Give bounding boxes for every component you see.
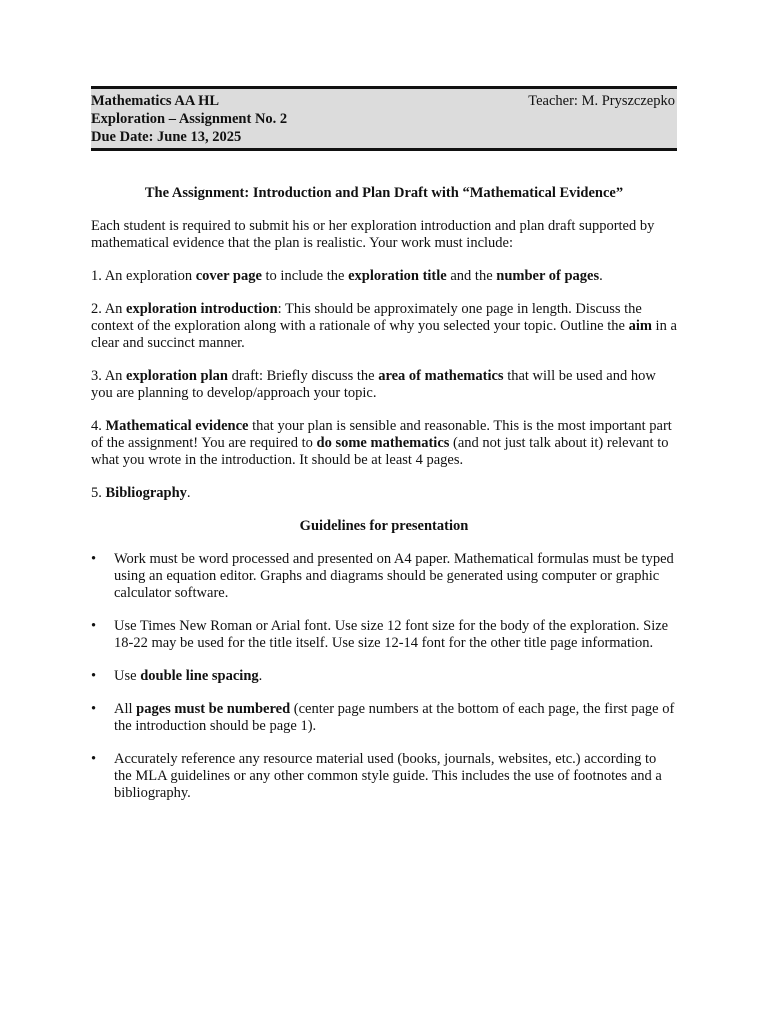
item-3-text-e: that will be used and how you are planning to develop/approach your topic. [91,368,656,401]
item-3-text-c: draft: Briefly discuss the [227,368,379,384]
item-5-bold-bibliography: Bibliography [105,485,187,501]
item-3-bold-exploration-plan: exploration plan [126,368,228,384]
guideline-3-text-c: . [258,668,263,684]
document-page [91,86,677,818]
item-1-text-c: to include the [261,268,349,284]
guideline-3-text-a: Use [114,668,141,684]
guideline-line-spacing [91,668,677,685]
guideline-4-text-c: (center page numbers at the bottom of each page, the first page of the introduction should be page 1). [114,701,675,734]
course-name: Mathematics AA HL [91,93,220,109]
item-introduction [91,301,677,352]
guideline-font [91,618,677,652]
item-1-bold-exploration-title: exploration title [348,268,447,284]
item-4-text-a: 4. [91,418,106,434]
guideline-5-text: Accurately reference any resource material used (books, journals, websites, etc.) according to the MLA guidelines or any other common style guide. This includes the use of footnotes and a bibliography. [114,751,662,801]
bullet-icon: • [91,551,97,567]
teacher-name: Teacher: M. Pryszczepko [528,93,675,109]
item-2-bold-aim: aim [628,318,652,334]
guideline-references [91,751,677,802]
guidelines-list [91,551,677,802]
due-date: Due Date: June 13, 2025 [91,129,242,145]
item-1-text-e: and the [446,268,497,284]
item-4-bold-mathematical-evidence: Mathematical evidence [105,418,249,434]
item-3-text-a: 3. An [91,368,127,384]
item-bibliography [91,485,677,502]
item-3-bold-area-of-mathematics: area of mathematics [378,368,504,384]
item-4-text-c: that your plan is sensible and reasonable. This is the most important part of the assignment! You are required to [91,418,672,451]
item-4-text-e: (and not just talk about it) relevant to what you wrote in the introduction. It should be at least 4 pages. [91,435,669,468]
guideline-3-bold: double line spacing [140,668,259,684]
item-2-text-c: : This should be approximately one page in length. Discuss the context of the exploration along with a rationale of why you selected your topic. Outline the [91,301,642,334]
bullet-icon: • [91,701,97,717]
header-row-1 [91,92,675,110]
guideline-word-processed [91,551,677,602]
item-2-bold-exploration-introduction: exploration introduction [126,301,278,317]
item-mathematical-evidence [91,418,677,469]
due-date-line [91,128,675,146]
item-4-bold-do-some-mathematics: do some mathematics [316,435,450,451]
item-2-text-e: in a clear and succinct manner. [91,318,677,351]
item-1-bold-number-of-pages: number of pages [496,268,600,284]
guideline-2-text: Use Times New Roman or Arial font. Use size 12 font size for the body of the exploration. Size 18-22 may be used for the title itself. Use size 12-14 font for the other title page information. [114,618,669,651]
header-box [91,86,677,151]
item-2-text-a: 2. An [91,301,127,317]
assignment-name: Exploration – Assignment No. 2 [91,111,288,127]
item-1-text-g: . [599,268,603,284]
item-1-bold-cover-page: cover page [195,268,262,284]
item-5-text-a: 5. [91,485,106,501]
item-5-text-c: . [186,485,191,501]
item-cover-page [91,268,677,285]
guidelines-heading: Guidelines for presentation [299,518,469,534]
assignment-title: The Assignment: Introduction and Plan Draft with “Mathematical Evidence” [144,185,624,201]
item-1-text-a: 1. An exploration [91,268,196,284]
item-plan [91,368,677,402]
intro-paragraph: Each student is required to submit his or her exploration introduction and plan draft supported by mathematical evidence that the plan is realistic. Your work must include: [91,218,655,251]
bullet-icon: • [91,751,97,767]
guideline-1-text: Work must be word processed and presented on A4 paper. Mathematical formulas must be typed using an equation editor. Graphs and diagrams should be generated using computer or graphic calculator software. [114,551,674,601]
assignment-line [91,110,675,128]
bullet-icon: • [91,668,97,684]
guideline-4-bold: pages must be numbered [136,701,291,717]
bullet-icon: • [91,618,97,634]
guideline-page-numbers [91,701,677,735]
guideline-4-text-a: All [114,701,137,717]
